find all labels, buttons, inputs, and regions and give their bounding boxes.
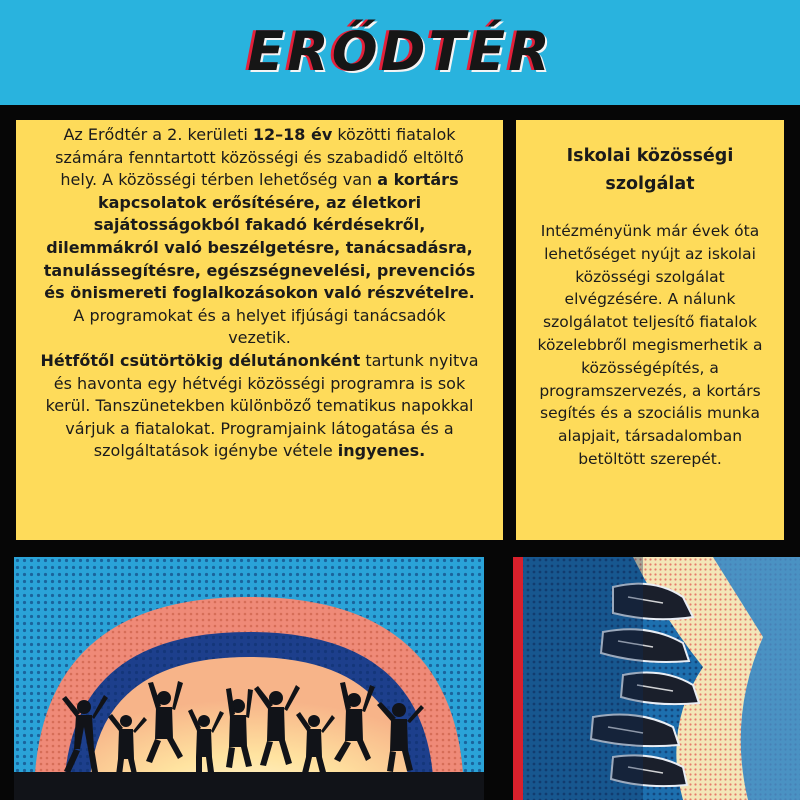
intro-panel: [16, 120, 503, 540]
intro-line: [16, 305, 503, 328]
intro-line: [16, 282, 503, 305]
service-line: közelebbről megismerhetik a: [537, 335, 763, 354]
intro-line: [16, 214, 503, 237]
service-heading-line: szolgálat: [605, 174, 695, 194]
intro-segment: hely. A közösségi térben lehetőség van: [60, 170, 378, 190]
intro-emphasis: Hétfőtől csütörtökig délutánonként: [40, 350, 361, 370]
intro-emphasis: ingyenes.: [337, 441, 426, 461]
intro-segment: tartunk nyitva: [360, 350, 479, 370]
intro-emphasis: kapcsolatok erősítésére, az életkori: [97, 192, 422, 212]
intro-segment: szolgáltatások igénybe vétele: [93, 441, 338, 461]
service-line: közösségépítés, a: [581, 358, 719, 377]
intro-segment: kerül. Tanszünetekben különböző tematikus napokkal: [45, 396, 474, 416]
intro-emphasis: dilemmákról való beszélgetésre, tanácsadásra,: [46, 237, 473, 257]
page-title: ERŐDTÉR: [247, 20, 553, 83]
intro-line: [16, 169, 503, 192]
intro-emphasis: sajátosságokból fakadó kérdésekről,: [93, 215, 426, 235]
intro-segment: számára fenntartott közösségi és szabadidő eltöltő: [55, 147, 464, 167]
header-band: [0, 0, 800, 105]
intro-line: [16, 418, 503, 441]
service-line: Intézményünk már évek óta: [540, 222, 760, 240]
service-line: lehetőséget nyújt az iskolai: [544, 244, 756, 263]
intro-segment: várjuk a fiatalokat. Programjaink látogatása és a: [65, 418, 454, 438]
intro-text: [16, 124, 503, 463]
service-line: alapjait, társadalomban: [557, 427, 743, 446]
service-panel: [516, 120, 784, 540]
intro-emphasis: a kortárs: [377, 170, 459, 190]
intro-line: [16, 192, 503, 215]
service-line: elvégzésére. A nálunk: [564, 290, 736, 309]
intro-line: [16, 395, 503, 418]
intro-segment: A programokat és a helyet ifjúsági tanácsadók: [73, 305, 446, 325]
intro-emphasis: és önismereti foglalkozásokon való részvételre.: [44, 283, 475, 303]
intro-line: [16, 440, 503, 463]
intro-line: [16, 260, 503, 283]
service-line: segítés és a szociális munka: [540, 404, 760, 423]
intro-segment: közötti fiatalok: [332, 125, 456, 144]
intro-segment: Az Erődtér a 2. kerületi: [63, 125, 253, 144]
intro-line: [16, 147, 503, 170]
service-text: [516, 220, 784, 471]
service-line: programszervezés, a kortárs: [539, 381, 761, 400]
intro-emphasis: 12–18 év: [252, 125, 333, 144]
intro-line: [16, 373, 503, 396]
service-line: közösségi szolgálat: [575, 267, 725, 286]
intro-line: [16, 237, 503, 260]
service-heading: [516, 142, 784, 198]
intro-line: [16, 327, 503, 350]
jumping-silhouettes-sunset-image: [14, 557, 484, 800]
intro-segment: vezetik.: [228, 328, 291, 348]
intro-emphasis: tanulássegítésre, egészségnevelési, prevenciós: [43, 260, 476, 280]
service-line: betöltött szerepét.: [578, 449, 722, 468]
sneakers-feet-popart-image: [513, 557, 800, 800]
intro-line: [16, 124, 503, 147]
intro-line: [16, 350, 503, 373]
intro-segment: és havonta egy hétvégi közösségi programra is sok: [53, 373, 466, 393]
service-line: szolgálatot teljesítő fiatalok: [543, 313, 757, 332]
service-heading-line: Iskolai közösségi: [566, 146, 734, 166]
